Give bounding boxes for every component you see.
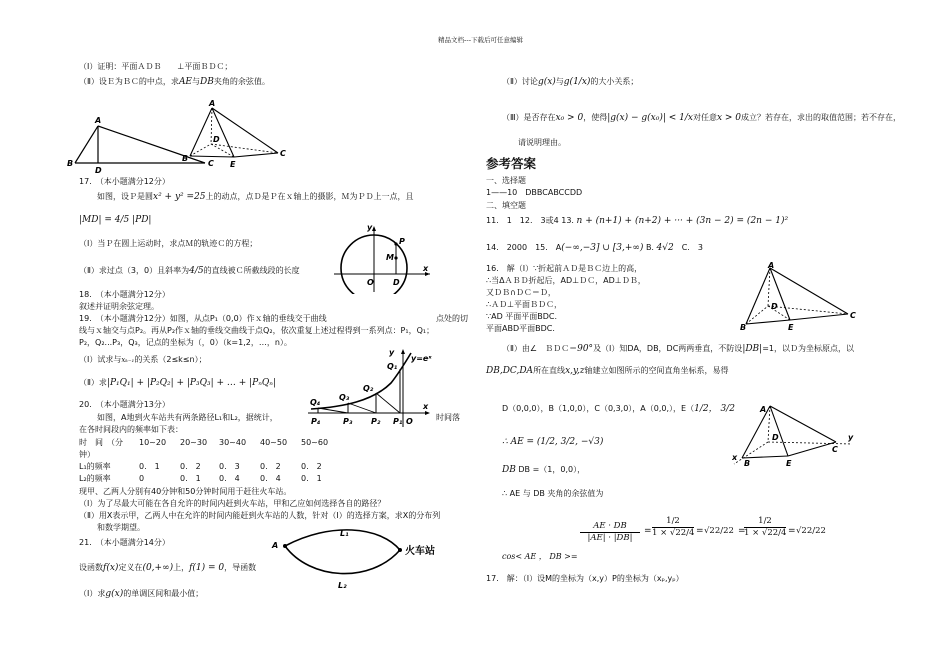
sol16-ae-vector: ∴ AE = (1/2, 3/2, −√3) <box>502 437 604 447</box>
table-cell: 0. 1 <box>139 462 160 471</box>
fig6-label-y: y <box>848 433 854 442</box>
q20-line2: 在各时间段内的频率如下表： <box>79 425 183 434</box>
fig5-label-d: D <box>771 302 778 311</box>
fig6-label-e: E <box>786 459 792 468</box>
table-header-cell: 30~40 <box>219 438 247 447</box>
sol16-cos-frac2: 1/2 1 × √22/4 <box>652 516 695 538</box>
q16-part2: （Ⅱ）设Ｅ为ＢＣ的中点，求AE与DB夹角的余弦值。 <box>79 77 270 87</box>
exp-label-x: x <box>423 402 429 411</box>
sol16-cos-intro: ∴ AE 与 DB 夹角的余弦值为 <box>502 489 604 498</box>
q20-part2b: 和数学期望。 <box>97 523 145 532</box>
choice-answers: 1——10 DBBCABCCDD <box>486 188 583 197</box>
exp-label-q4: Q₄ <box>310 398 321 407</box>
exp-label-o: O <box>406 417 413 426</box>
sol16-cos-result-repeat: √22/22 <box>796 526 826 536</box>
fig6-label-x: x <box>732 453 738 462</box>
sol16-cos-lhs: cos< AE ， DB >= <box>502 552 578 561</box>
q21-part3: （Ⅲ）是否存在x₀ > 0，使得|g(x) − g(x₀)| < 1/x对任意x > 0成立？若存在，求出的取值范围；若不存在， <box>502 113 902 123</box>
circle-label-d: D <box>393 278 400 287</box>
q16-part1: （Ⅰ）证明：平面ＡＤＢ ⊥平面ＢＤＣ； <box>79 62 233 71</box>
q20-line1-end: 时间落 <box>436 413 460 422</box>
route-label-l1: L₁ <box>340 529 349 538</box>
circle-figure <box>330 222 435 294</box>
q18-title: 18. （本小题满分12分） <box>79 290 170 299</box>
tetrahedron-figure-1 <box>180 98 290 170</box>
q20-part1: （Ⅰ）为了尽最大可能在各自允许的时间内赶到火车站，甲和乙应如何选择各自的路径？ <box>79 499 386 508</box>
q19-line3: P₂，Q₂...P₃，Q₃，记点的坐标为（，0）（k=1,2，…，n）。 <box>79 338 292 347</box>
fig5-label-b: B <box>740 323 747 332</box>
q19-part1: （Ⅰ）试求与xₖ₋₁的关系（2≤k≤n）； <box>79 355 207 364</box>
q21-part2: （Ⅱ）讨论g(x)与g(1/x)的大小关系； <box>502 77 639 87</box>
fill-answers-14: 14. 2000 15. A(−∞,−3] ∪ [3,+∞) B. 4√2 C. 3 <box>486 243 703 253</box>
fill-answers-11: 11. 1 12. 3或4 13. n + (n+1) + (n+2) + ··· + (3n − 2) = (2n − 1)² <box>486 216 789 226</box>
table-cell: L₁的频率 <box>79 462 111 471</box>
frequency-table <box>79 438 329 486</box>
exp-label-y: y <box>389 348 395 357</box>
table-cell: 0. 2 <box>301 462 322 471</box>
q20-line3: 现甲、乙两人分别有40分钟和50分钟时间用于赶往火车站。 <box>79 487 292 496</box>
q21-title: 21. （本小题满分14分） <box>79 538 170 547</box>
fig2-label-b: B <box>182 154 189 163</box>
coordinate-tetrahedron-figure <box>732 402 857 470</box>
sol16-line3: 又ＤＢ∩ＤＣ＝Ｄ， <box>486 288 556 297</box>
sol16-line5: ∵AD 平面平面BDC. <box>486 312 558 321</box>
q20-title: 20. （本小题满分13分） <box>79 400 170 409</box>
exp-label-p3: P₃ <box>343 417 353 426</box>
q19-part2: （Ⅱ）求|P₁Q₁| + |P₂Q₂| + |P₃Q₃| + … + |PₙQₙ| <box>79 378 276 388</box>
sol16-db-vector: DB DB =（1，0,0）， <box>502 465 586 475</box>
circle-label-x: x <box>423 264 429 273</box>
fig2-label-a: A <box>209 99 216 108</box>
table-cell: 0. 1 <box>301 474 322 483</box>
fig5-label-a: A <box>768 262 775 270</box>
tetrahedron-figure-2 <box>738 262 858 332</box>
q20-part2: （Ⅱ）用X表示甲，乙两人中在允许的时间内能赶到火车站的人数，针对（Ⅰ）的选择方案，求X的分布列 <box>79 511 441 520</box>
route-figure <box>270 524 455 594</box>
q20-line1: 如图，A地到火车站共有两条路径L₁和L₂，据统计， <box>97 413 278 422</box>
fig5-label-c: C <box>850 311 856 320</box>
fig6-label-b: B <box>744 459 751 468</box>
sol16-line6: 平面ABD平面BDC. <box>486 324 555 333</box>
fig2-label-c: C <box>280 149 286 158</box>
exp-label-curve: y=eˣ <box>411 354 432 363</box>
sol17-line1: 17. 解：（Ⅰ）设M的坐标为（x,y）P的坐标为（xₚ,yₚ） <box>486 574 684 583</box>
exp-label-q1: Q₁ <box>387 362 398 371</box>
q17-ratio: |MD| = 4/5 |PD| <box>79 215 152 225</box>
exp-label-p4: P₄ <box>311 417 321 426</box>
q17-part2: （Ⅱ）求过点（3，0）且斜率为4/5的直线被Ｃ所截线段的长度 <box>79 266 300 276</box>
circle-label-m: M <box>386 253 394 262</box>
table-cell: 0. 4 <box>219 474 240 483</box>
sol16-line4: ∴ＡＤ⊥平面ＢＤＣ， <box>486 300 563 309</box>
exp-label-p2: P₂ <box>371 417 381 426</box>
table-cell: L₂的频率 <box>79 474 111 483</box>
table-cell: 0. 3 <box>219 462 240 471</box>
q21-part3-end: 请说明理由。 <box>518 138 566 147</box>
fig1-label-a: A <box>95 116 102 125</box>
exp-label-p1: P₁ <box>393 417 403 426</box>
fig1-label-b: B <box>67 159 74 168</box>
sol16-coords: D（0,0,0），B（1,0,0），C（0,3,0），A（0,0,），E（1/2， 3/2 <box>502 404 735 414</box>
sol16-cos-frac1: AE · DB |AE| · |DB| <box>580 521 640 543</box>
q21-line1: 设函数f(x)定义在(0,+∞)上，f(1) = 0，导函数 <box>79 563 257 573</box>
q17-line1: 如图，设Ｐ是圆x² + y² =25上的动点，点Ｄ是Ｐ在ｘ轴上的摄影，Ｍ为ＰＤ上一点，且 <box>97 192 414 202</box>
circle-label-y: y <box>367 223 373 232</box>
table-cell: 0 <box>139 474 145 483</box>
table-header-cell: 20~30 <box>180 438 208 447</box>
table-header-unit: 钟） <box>79 450 95 459</box>
route-label-l2: L₂ <box>338 581 347 590</box>
fig6-label-c: C <box>832 445 838 454</box>
answers-title: 参考答案 <box>486 156 537 171</box>
table-cell: 0. 2 <box>260 462 281 471</box>
table-cell: 0. 1 <box>180 474 201 483</box>
circle-label-p: P <box>399 237 405 246</box>
exp-label-q3: Q₃ <box>339 393 350 402</box>
fig1-label-c: C <box>208 159 214 168</box>
table-header-cell: 10~20 <box>139 438 167 447</box>
section-choice: 一、选择题 <box>486 176 526 185</box>
fig6-label-a: A <box>760 405 767 414</box>
q17-part1: （Ⅰ）当Ｐ在圆上运动时，求点Ｍ的轨迹Ｃ的方程； <box>79 239 258 248</box>
q17-title: 17. （本小题满分12分） <box>79 177 170 186</box>
sol16-line8: DB,DC,DA所在直线x,y,z轴建立如图所示的空间直角坐标系，易得 <box>486 366 729 376</box>
table-header-cell: 时 间 （分 <box>79 438 123 447</box>
q21-part1: （Ⅰ）求g(x)的单调区间和最小值； <box>79 589 204 599</box>
circle-label-o: O <box>367 278 374 287</box>
fig2-label-e: E <box>230 160 236 169</box>
table-header-row <box>79 438 329 450</box>
sol16-title: 16. 解（Ⅰ）∵折起前ＡＤ是ＢＣ边上的高， <box>486 264 643 273</box>
sol16-line2: ∴当ΔＡＢＤ折起后，AD⊥ＤＣ，AD⊥ＤＢ， <box>486 276 646 285</box>
q18-text: 叙述并证明余弦定理。 <box>79 302 159 311</box>
sol16-part2: （Ⅱ）由∠ ＢＤＣ＝90°及（Ⅰ）知DA，DB，DC两两垂直，不防设|DB|=1，以Ｄ为坐标原点，以 <box>502 344 855 354</box>
table-cell: 0. 4 <box>260 474 281 483</box>
fig2-label-d: D <box>213 135 220 144</box>
table-cell: 0. 2 <box>180 462 201 471</box>
route-label-a: A <box>272 541 279 550</box>
section-fill: 二、填空题 <box>486 201 526 210</box>
table-header-cell: 50~60 <box>301 438 329 447</box>
page-header: 精品文档---下载后可任意编辑 <box>438 36 524 44</box>
q19-line1: 19. （本小题满分12分）如图，从点P₁（0,0）作ｘ轴的垂线交于曲线 <box>79 314 327 323</box>
table-row <box>79 462 322 474</box>
sol16-cos-result: √22/22 <box>704 526 734 536</box>
fig1-label-d: D <box>95 166 102 175</box>
q19-line2: 线与ｘ轴交与点P₂。再从P₂作ｘ轴的垂线交曲线于点Q₂，依次重复上述过程得到一系列点：P₁，Q₁； <box>79 326 435 335</box>
table-row <box>79 474 322 486</box>
table-header-cell: 40~50 <box>260 438 288 447</box>
fig6-label-d: D <box>772 433 779 442</box>
exp-label-q2: Q₂ <box>363 384 374 393</box>
route-label-station: 火车站 <box>405 546 435 557</box>
fig5-label-e: E <box>788 323 794 332</box>
q19-line1-end: 点处的切 <box>436 314 468 323</box>
exponential-curve-figure <box>303 345 433 430</box>
sol16-cos-frac2-repeat: 1/2 1 × √22/4 <box>744 516 787 538</box>
